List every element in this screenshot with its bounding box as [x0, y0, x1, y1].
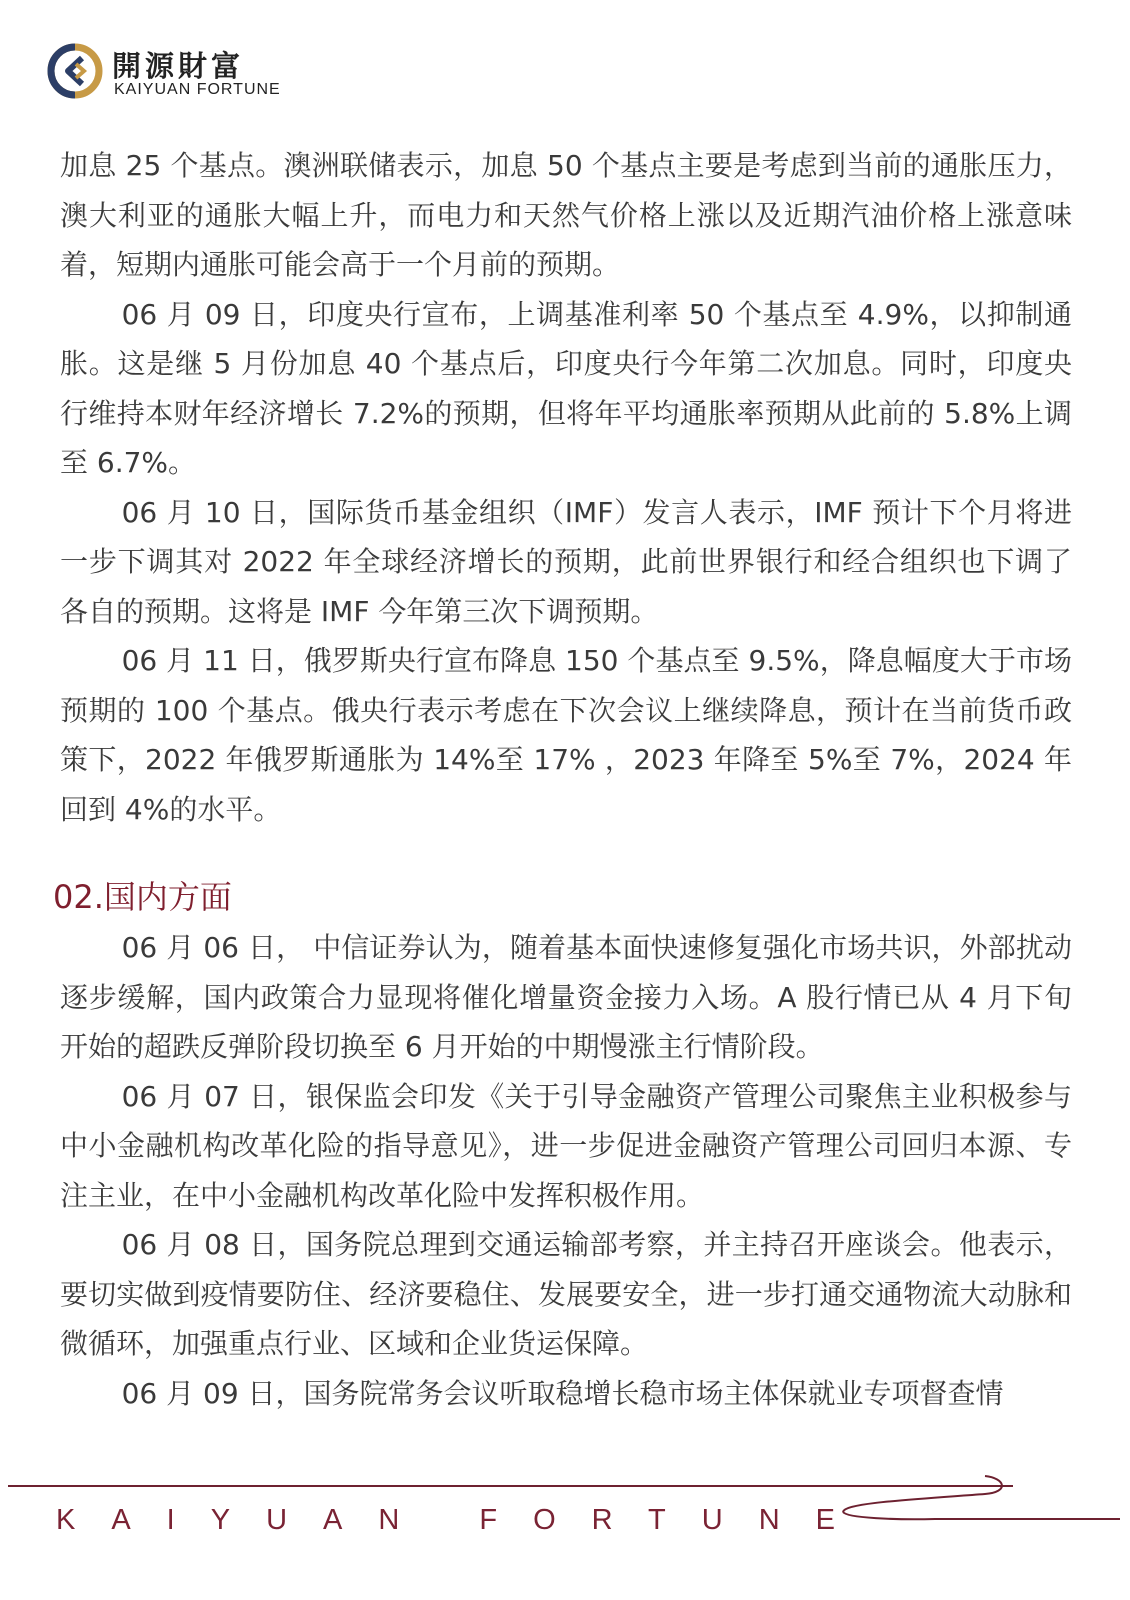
kaiyuan-logo-icon [46, 42, 104, 100]
logo-name-en: KAIYUAN FORTUNE [114, 81, 281, 98]
kaiyuan-logo [46, 42, 306, 102]
paragraph: 加息 25 个基点。澳洲联储表示，加息 50 个基点主要是考虑到当前的通胀压力，澳大利亚的通胀大幅上升，而电力和天然气价格上涨以及近期汽油价格上涨意味着，短期内通胀可能会高于一个月前的预期。 [60, 149, 1072, 281]
paragraph: 06 月 08 日，国务院总理到交通运输部考察，并主持召开座谈会。他表示，要切实做到疫情要防住、经济要稳住、发展要安全，进一步打通交通物流大动脉和微循环，加强重点行业、区域和企业货运保障。 [60, 1228, 1072, 1360]
paragraph: 06 月 10 日，国际货币基金组织（IMF）发言人表示，IMF 预计下个月将进一步下调其对 2022 年全球经济增长的预期，此前世界银行和经合组织也下调了各自的预期。这将是 IMF 今年第三次下调预期。 [60, 495, 1072, 628]
paragraph: 06 月 09 日，印度央行宣布，上调基准利率 50 个基点至 4.9%，以抑制通胀。这是继 5 月份加息 40 个基点后，印度央行今年第二次加息。同时，印度央行维持本财年经济增长 7.2%的预期，但将年平均通胀率预期从此前的 5.8%上调至 6.7%。 [60, 297, 1072, 479]
paragraph: 06 月 11 日，俄罗斯央行宣布降息 150 个基点至 9.5%，降息幅度大于市场预期的 100 个基点。俄央行表示考虑在下次会议上继续降息，预计在当前货币政策下，2022 年俄罗斯通胀为 14%至 17% ，2023 年降至 5%至 7%，2024 年回到 4%的水平。 [60, 644, 1072, 826]
paragraph: 06 月 07 日，银保监会印发《关于引导金融资产管理公司聚焦主业积极参与中小金融机构改革化险的指导意见》，进一步促进金融资产管理公司回归本源、专注主业，在中小金融机构改革化险中发挥积极作用。 [60, 1079, 1072, 1212]
paragraph: 06 月 09 日，国务院常务会议听取稳增长稳市场主体保就业专项督查情 [121, 1376, 1004, 1410]
footer-swoosh-icon [835, 1472, 1125, 1532]
article-body [53, 141, 1072, 1418]
paragraph: 06 月 06 日， 中信证券认为，随着基本面快速修复强化市场共识，外部扰动逐步缓解，国内政策合力显现将催化增量资金接力入场。A 股行情已从 4 月下旬开始的超跌反弹阶段切换至 6 月开始的中期慢涨主行情阶段。 [60, 931, 1072, 1063]
footer-brand-text: KAIYUAN FORTUNE [56, 1504, 872, 1536]
section-title-domestic: 02.国内方面 [53, 878, 232, 916]
logo-name-cn: 開源財富 [112, 49, 245, 83]
